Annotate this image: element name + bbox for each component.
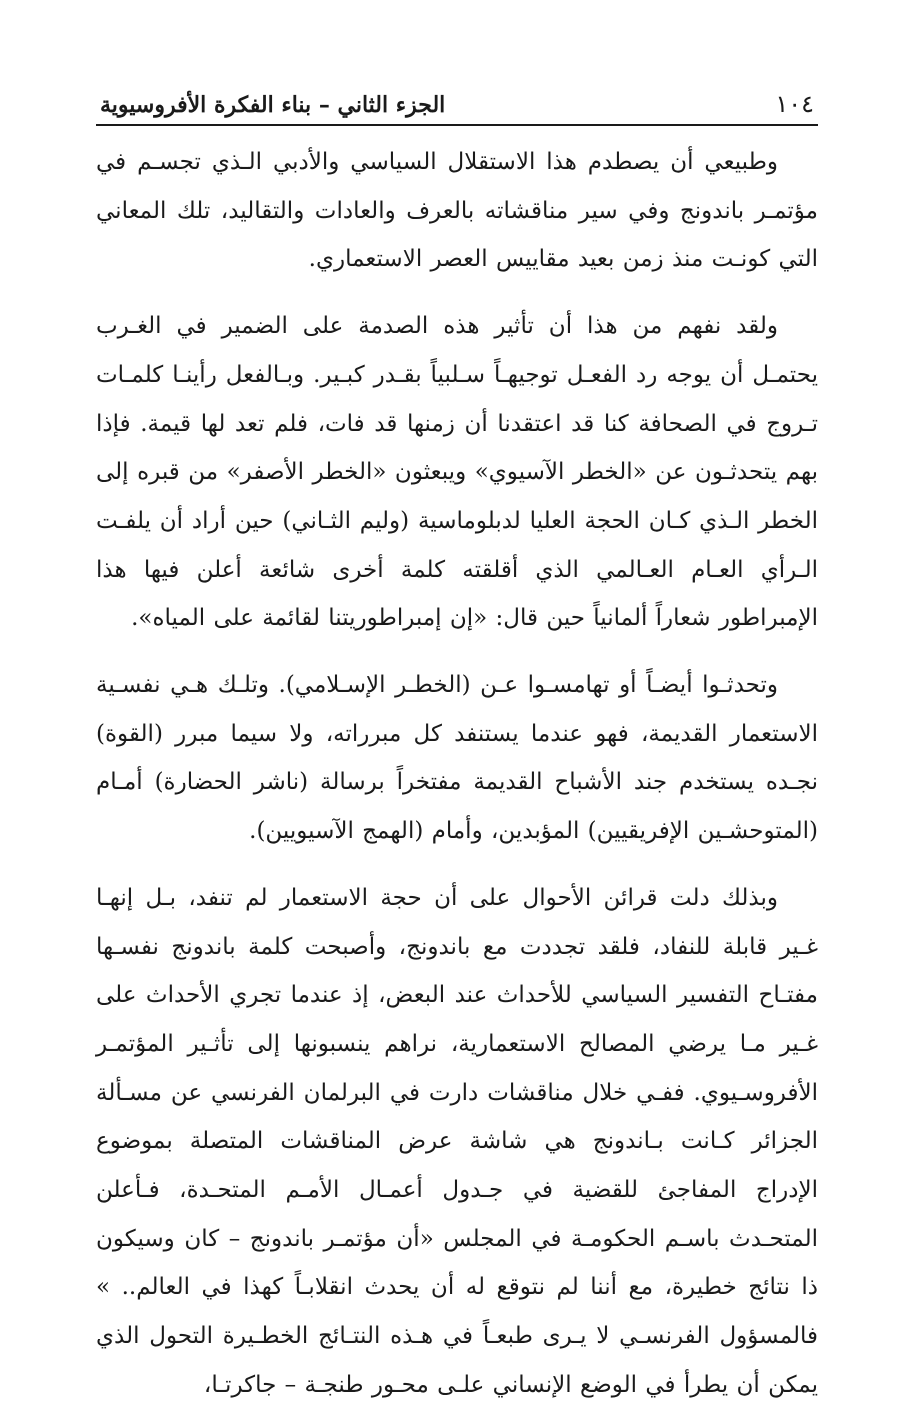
paragraph: ولقد نفهم من هذا أن تأثير هذه الصدمة على الضمير في الغـرب يحتمـل أن يوجه رد الفعـل توجيهـاً سـلبياً بقـدر كبـير. وبـالفعل رأينـا كلمـات تـروج في الصحافة كنا قد اعتقدنا أن زمنها قد فات، فلم تعد لها قيمة. فإذا بهم يتحدثـون عن «الخطر الآسيوي» ويبعثون «الخطر الأصفر» من قبره إلى الخطر الـذي كـان الحجة العليا لدبلوماسية (وليم الثـاني) حين أراد أن يلفـت الـرأي العـام العـالمي الذي أقلقته كلمة أخرى شائعة أعلن فيها هذا الإمبراطور شعاراً ألمانياً حين قال: «إن إمبراطوريتنا لقائمة على المياه».: [96, 313, 818, 632]
paragraph: وتحدثـوا أيضـاً أو تهامسـوا عـن (الخطـر الإسـلامي). وتلـك هـي نفسـية الاستعمار القديمة، فهو عندما يستنفد كل مبرراته، ولا سيما مبرر (القوة) نجـده يستخدم جند الأشباح القديمة مفتخراً برسالة (ناشر الحضارة) أمـام (المتوحشـين الإفريقيين) المؤبدين، وأمام (الهمج الآسيويين).: [96, 672, 818, 845]
paragraph: وطبيعي أن يصطدم هذا الاستقلال السياسي والأدبي الـذي تجسـم في مؤتمـر باندونج وفي سير مناقشاته بالعرف والعادات والتقاليد، تلك المعاني التي كونـت منذ زمن بعيد مقاييس العصر الاستعماري.: [96, 149, 818, 273]
page-number: ١٠٤: [775, 90, 814, 118]
paragraph: وبذلك دلت قرائن الأحوال على أن حجة الاستعمار لم تنفد، بـل إنهـا غـير قابلة للنفاد، فلقد تجددت مع باندونج، وأصبحت كلمة باندونج نفسـها مفتـاح التفسير السياسي للأحداث عند البعض، إذ عندما تجري الأحداث على غـير مـا يرضي المصالح الاستعمارية، نراهم ينسبونها إلى تأثـير المؤتمـر الأفروسـيوي. ففـي خلال مناقشات دارت في البرلمان الفرنسي عن مسـألة الجزائر كـانت بـاندونج هي شاشة عرض المناقشات المتصلة بموضوع الإدراج المفاجئ للقضية في جـدول أعمـال الأمـم المتحـدة، فـأعلن المتحـدث باسـم الحكومـة في المجلس «أن مؤتمـر باندونج – كان وسيكون ذا نتائج خطيرة، مع أننا لم نتوقع له أن يحدث انقلابـاً كهذا في العالم.. » فالمسؤول الفرنسـي لا يـرى طبعـاً في هـذه النتـائج الخطـيرة التحول الذي يمكن أن يطرأ في الوضع الإنساني علـى محـور طنجـة – جاكرتـا،: [96, 884, 818, 1398]
body-text: [96, 138, 818, 1410]
book-page: [96, 78, 818, 1428]
running-title: الجزء الثاني – بناء الفكرة الأفروسيوية: [100, 92, 446, 118]
running-header: [96, 78, 818, 126]
